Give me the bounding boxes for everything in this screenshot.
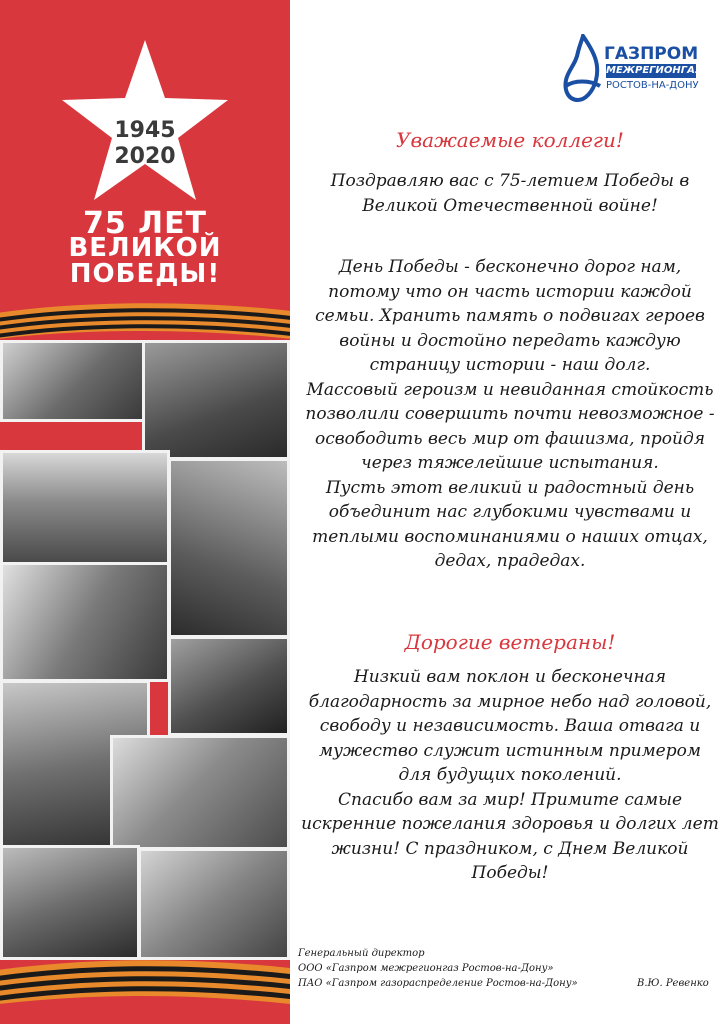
signature-org1: ООО «Газпром межрегионгаз Ростов-на-Дону»	[298, 963, 554, 974]
text-line: для будущих поколений.	[398, 765, 622, 785]
text-line: искренние пожелания здоровья и долгих лет	[301, 814, 719, 834]
text-line: позволили совершить почти невозможное -	[305, 404, 715, 424]
archive-photo	[142, 340, 290, 460]
archive-photo	[0, 845, 140, 960]
flame-icon	[560, 34, 606, 104]
photo-collage	[0, 340, 290, 960]
signature-org2: ПАО «Газпром газораспределение Ростов-на-Дону»	[298, 978, 578, 989]
text-line: благодарность за мирное небо над головой,	[308, 691, 712, 712]
archive-photo	[168, 458, 290, 638]
text-line: освободить весь мир от фашизма, пройдя	[314, 428, 706, 449]
paragraph-victory-day	[300, 255, 720, 574]
archive-photo	[0, 450, 170, 565]
text-line: войны и достойно передать каждую	[339, 330, 681, 351]
logo-name: ГАЗПРОМ	[604, 44, 699, 64]
text-line: мужество служит истинным примером	[319, 740, 701, 761]
text-line: Поздравляю вас с 75-летием Победы в	[330, 171, 690, 191]
st-george-ribbon-bottom	[0, 955, 290, 1005]
archive-photo	[168, 636, 290, 736]
text-line: Пусть этот великий и радостный день	[325, 477, 695, 498]
victory-banner	[0, 0, 290, 1024]
logo-subtitle: МЕЖРЕГИОНГАЗ	[606, 65, 703, 76]
logo-city: РОСТОВ-НА-ДОНУ	[606, 80, 699, 91]
text-line: объединит нас глубокими чувствами и	[328, 502, 692, 522]
text-line: дедах, прадедах.	[434, 551, 586, 571]
text-line: Массовый героизм и невиданная стойкость	[306, 379, 714, 400]
text-line: через тяжелейшие испытания.	[361, 453, 659, 473]
text-line: Победы!	[471, 863, 549, 883]
paragraph-veterans	[300, 665, 720, 886]
archive-photo	[110, 735, 290, 850]
paragraph-congratulations	[300, 169, 720, 218]
text-line: страницу истории - наш долг.	[369, 355, 651, 375]
year-to: 2020	[114, 144, 176, 169]
text-line: Низкий вам поклон и бесконечная	[353, 667, 667, 687]
greeting-colleagues: Уважаемые коллеги!	[396, 128, 624, 152]
year-from: 1945	[114, 118, 176, 143]
st-george-ribbon-top	[0, 300, 290, 340]
text-line: семьи. Хранить память о подвигах героев	[315, 306, 705, 326]
banner-title-line1: 75 ЛЕТ	[82, 206, 208, 241]
signature-name: В.Ю. Ревенко	[637, 978, 709, 989]
text-line: Спасибо вам за мир! Примите самые	[337, 789, 683, 810]
text-line: Великой Отечественной войне!	[362, 195, 658, 216]
text-line: День Победы - бесконечно дорог нам,	[338, 257, 682, 277]
greeting-veterans: Дорогие ветераны!	[404, 630, 616, 654]
text-line: теплыми воспоминаниями о наших отцах,	[312, 526, 708, 547]
text-line: жизни! С праздником, с Днем Великой	[331, 838, 689, 859]
text-line: потому что он часть истории каждой	[328, 281, 692, 302]
signature-block	[298, 946, 578, 991]
archive-photo	[0, 340, 145, 422]
signature-position: Генеральный директор	[298, 948, 425, 959]
archive-photo	[138, 848, 290, 960]
text-line: свободу и независимость. Ваша отвага и	[319, 716, 701, 736]
archive-photo	[0, 562, 170, 682]
banner-title-line3: ПОБЕДЫ!	[69, 259, 221, 289]
banner-title-line2: ВЕЛИКОЙ	[68, 233, 222, 263]
